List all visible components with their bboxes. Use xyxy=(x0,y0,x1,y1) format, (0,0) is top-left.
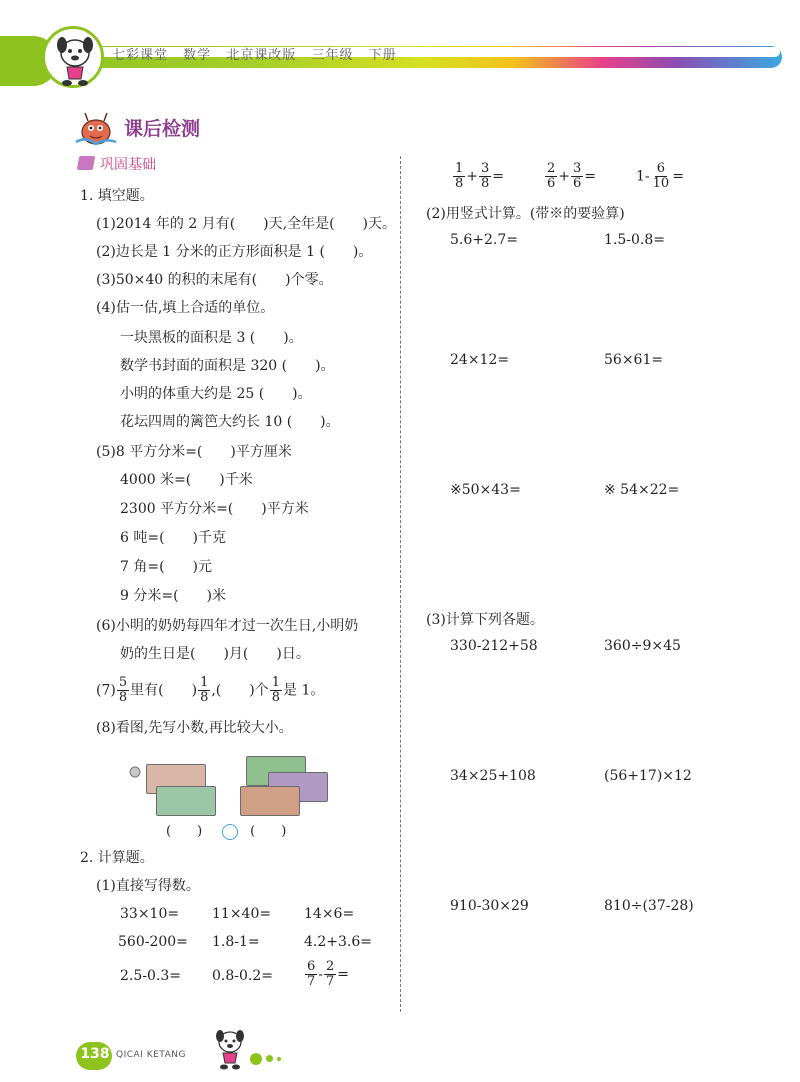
monster-mascot-icon xyxy=(72,108,118,148)
oral-calc: 2.5-0.3= xyxy=(120,968,181,984)
item7-mid2: ,( )个 xyxy=(211,682,269,699)
column-divider xyxy=(400,156,401,1012)
header-edition: 北京课改版 xyxy=(226,48,297,63)
q1-item: 7 角=( )元 xyxy=(120,559,213,575)
vertical-calc: ※ 54×22= xyxy=(604,482,680,498)
subsection-title: 巩固基础 xyxy=(100,157,156,173)
q1-item: 6 吨=( )千克 xyxy=(120,530,227,546)
denominator: 8 xyxy=(481,176,490,191)
item7-suffix: 是 1。 xyxy=(283,682,325,699)
denominator: 10 xyxy=(652,176,670,191)
q2-sub2: (2)用竖式计算。(带※的要验算) xyxy=(426,206,625,222)
numerator: 1 xyxy=(200,675,209,690)
denominator: 6 xyxy=(547,176,556,191)
equals: = xyxy=(492,168,505,185)
item7-mid1: 里有( ) xyxy=(130,682,198,699)
q1-item: 9 分米=( )米 xyxy=(120,588,227,604)
q1-item: (3)50×40 的积的末尾有( )个零。 xyxy=(96,272,333,288)
fraction xyxy=(270,676,282,705)
fraction xyxy=(651,162,672,191)
q1-item: 一块黑板的面积是 3 ( )。 xyxy=(120,330,303,346)
fraction xyxy=(305,960,317,989)
dog-mascot-icon xyxy=(210,1026,250,1072)
q1-item: 小明的体重大约是 25 ( )。 xyxy=(120,386,312,402)
oral-calc: 560-200= xyxy=(118,934,188,950)
numerator: 3 xyxy=(573,161,582,176)
header-subject: 数学 xyxy=(183,48,212,63)
footer-brand: QICAI KETANG xyxy=(116,1050,186,1060)
numerator: 2 xyxy=(326,959,335,974)
q2-title: 2. 计算题。 xyxy=(80,850,154,866)
q1-item-7 xyxy=(96,676,324,705)
fraction xyxy=(453,162,465,191)
equals: = xyxy=(672,168,684,185)
q1-item: (2)边长是 1 分米的正方形面积是 1 ( )。 xyxy=(96,244,373,260)
numerator: 2 xyxy=(547,161,556,176)
dot-decoration xyxy=(277,1057,281,1061)
q2-sub1: (1)直接写得数。 xyxy=(96,878,200,894)
fraction xyxy=(545,162,557,191)
denominator: 8 xyxy=(200,690,209,705)
oral-calc: 33×10= xyxy=(120,906,180,922)
fraction xyxy=(198,676,210,705)
vertical-calc: 5.6+2.7= xyxy=(450,232,518,248)
numerator: 6 xyxy=(656,161,666,176)
answer-paren-left: ( ) xyxy=(166,824,203,839)
q1-item: 2300 平方分米=( )平方米 xyxy=(120,501,309,517)
mixed-calc: 330-212+58 xyxy=(450,638,538,654)
operator: + xyxy=(558,168,571,185)
vertical-calc: 56×61= xyxy=(604,352,664,368)
header-volume: 下册 xyxy=(368,48,397,63)
minuend: 1- xyxy=(636,168,650,185)
banknote-image xyxy=(156,786,216,816)
denominator: 8 xyxy=(118,690,128,705)
page-number: 138 xyxy=(80,1046,110,1062)
mixed-calc: 34×25+108 xyxy=(450,768,536,784)
dot-decoration xyxy=(266,1055,273,1062)
item7-prefix: (7) xyxy=(96,682,116,699)
header-title xyxy=(112,44,407,63)
q1-item: (6)小明的奶奶每四年才过一次生日,小明奶 xyxy=(96,618,359,634)
q1-item: 数学书封面的面积是 320 ( )。 xyxy=(120,358,335,374)
oral-calc: 11×40= xyxy=(212,906,272,922)
section-title: 课后检测 xyxy=(124,118,201,140)
numerator: 5 xyxy=(118,675,128,690)
q1-item: 4000 米=( )千米 xyxy=(120,472,253,488)
fraction xyxy=(324,960,336,989)
numerator: 1 xyxy=(271,675,280,690)
denominator: 8 xyxy=(455,176,464,191)
mixed-calc: 810÷(37-28) xyxy=(604,898,694,914)
footer-dots xyxy=(250,1048,285,1067)
mixed-calc: 360÷9×45 xyxy=(604,638,681,654)
q1-item: (4)估一估,填上合适的单位。 xyxy=(96,300,275,316)
oral-calc-fraction xyxy=(304,960,349,989)
book-icon xyxy=(77,156,95,170)
q1-item: (5)8 平方分米=( )平方厘米 xyxy=(96,444,292,460)
q2-sub3: (3)计算下列各题。 xyxy=(426,612,544,628)
money-compare-row xyxy=(166,820,286,840)
denominator: 8 xyxy=(271,690,280,705)
q1-item-8: (8)看图,先写小数,再比较大小。 xyxy=(96,720,293,736)
oral-calc: 14×6= xyxy=(304,906,355,922)
oral-calc-fraction xyxy=(636,162,684,191)
numerator: 1 xyxy=(455,161,464,176)
equals: = xyxy=(337,966,350,983)
q1-item: 奶的生日是( )月( )日。 xyxy=(120,646,310,662)
operator: + xyxy=(466,168,479,185)
q1-item: 花坛四周的篱笆大约长 10 ( )。 xyxy=(120,414,340,430)
q1-title: 1. 填空题。 xyxy=(80,188,154,204)
equals: = xyxy=(584,168,597,185)
oral-calc-fraction xyxy=(452,162,504,191)
denominator: 7 xyxy=(326,974,335,989)
mascot-logo xyxy=(42,26,104,88)
vertical-calc: ※50×43= xyxy=(450,482,521,498)
oral-calc: 0.8-0.2= xyxy=(212,968,273,984)
operator: - xyxy=(318,966,324,983)
denominator: 6 xyxy=(573,176,582,191)
compare-circle xyxy=(222,824,238,840)
fraction xyxy=(479,162,491,191)
oral-calc: 4.2+3.6= xyxy=(304,934,372,950)
fraction xyxy=(117,676,129,705)
mixed-calc: (56+17)×12 xyxy=(604,768,692,784)
vertical-calc: 24×12= xyxy=(450,352,510,368)
q1-item: (1)2014 年的 2 月有( )天,全年是( )天。 xyxy=(96,216,397,232)
money-illustration xyxy=(128,750,328,822)
answer-paren-right: ( ) xyxy=(250,824,287,839)
vertical-calc: 1.5-0.8= xyxy=(604,232,665,248)
coin-icon xyxy=(128,764,142,780)
header-grade: 三年级 xyxy=(311,48,354,63)
numerator: 3 xyxy=(481,161,490,176)
dot-decoration xyxy=(250,1053,262,1065)
mixed-calc: 910-30×29 xyxy=(450,898,529,914)
oral-calc-fraction xyxy=(544,162,596,191)
dog-mascot-icon xyxy=(49,31,101,87)
banknote-image xyxy=(240,786,300,816)
fraction xyxy=(571,162,583,191)
oral-calc: 1.8-1= xyxy=(212,934,260,950)
denominator: 7 xyxy=(307,974,316,989)
header-series: 七彩课堂 xyxy=(112,48,169,63)
numerator: 6 xyxy=(307,959,316,974)
